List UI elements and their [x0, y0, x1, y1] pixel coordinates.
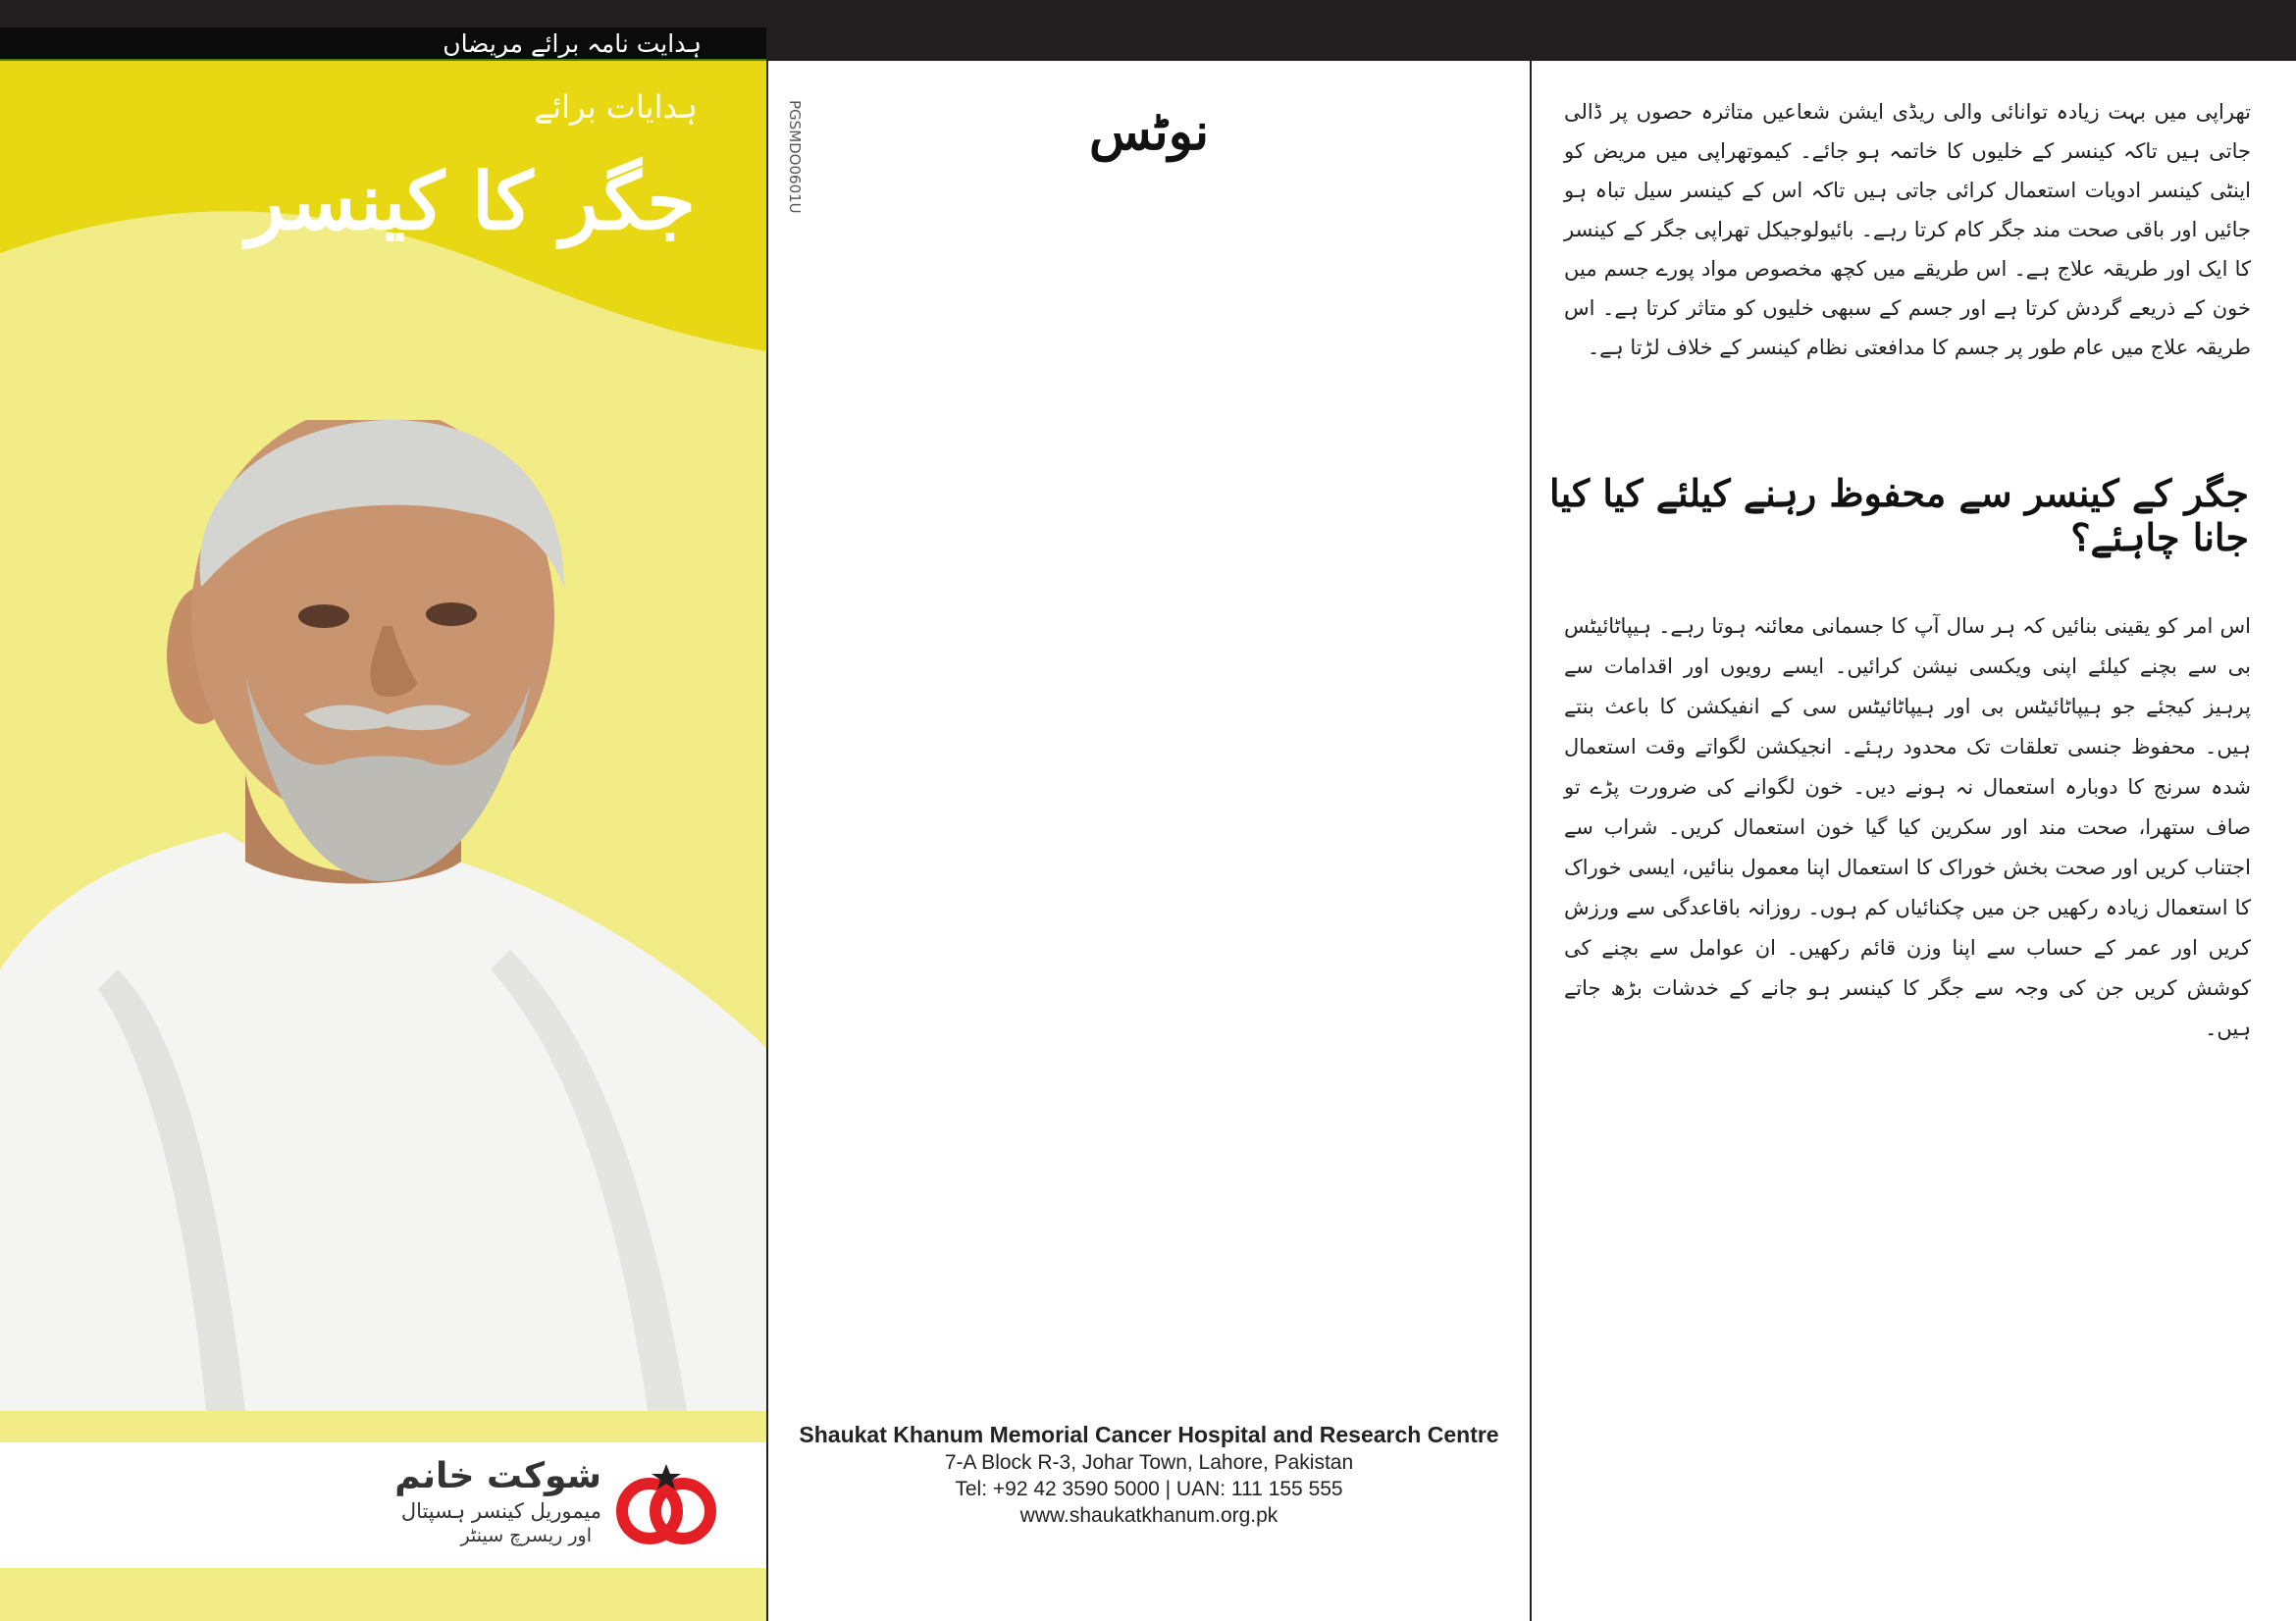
prevention-heading: جگر کے کینسر سے محفوظ رہنے کیلئے کیا کیا جانا چاہئے؟ — [1548, 471, 2249, 559]
cover-header-bar — [0, 27, 766, 61]
cover-title: جگر کا کینسر — [246, 155, 696, 247]
shaukat-khanum-logo-icon — [612, 1462, 720, 1550]
cover-header-text: ہدایت نامہ برائے مریضاں — [443, 29, 702, 58]
prevention-paragraph: اس امر کو یقینی بنائیں کہ ہر سال آپ کا جسمانی معائنہ ہوتا رہے۔ ہیپاٹائیٹس بی سے بچنے کیلئے اپنی ویکسی نیشن کرائیں۔ ایسے رویوں اور اقدامات سے پرہیز کیجئے جو ہیپاٹائیٹس بی اور ہیپاٹائیٹس سی کے انفیکشن کا باعث بنتے ہیں۔ محفوظ جنسی تعلقات تک محدود رہئے۔ انجیکشن لگواتے وقت استعمال شدہ سرنج کا دوبارہ استعمال نہ ہونے دیں۔ خون لگوانے کی ضرورت پڑے تو صاف ستھرا، صحت مند اور سکرین کیا گیا خون استعمال کریں۔ شراب سے اجتناب کریں اور صحت بخش خوراک کا استعمال اپنا معمول بنائیں، ایسی خوراک کا استعمال زیادہ رکھیں جن میں چکنائیاں کم ہوں۔ روزانہ باقاعدگی سے ورزش کریں اور عمر کے حساب سے اپنا وزن قائم رکھیں۔ ان عوامل سے بچنے کی کوشش کریں جن کی وجہ سے جگر کا کینسر ہو جانے کے خدشات بڑھ جاتے ہیں۔ — [1564, 614, 2251, 1040]
hospital-address: 7-A Block R-3, Johar Town, Lahore, Pakistan — [944, 1451, 1354, 1474]
logo-text-line2: میموریل کینسر ہسپتال — [400, 1499, 601, 1523]
treatment-paragraph: تھراپی میں بہت زیادہ توانائی والی ریڈی ایشن شعاعیں متاثرہ حصوں پر ڈالی جاتی ہیں تاکہ کینسر کے خلیوں کا خاتمہ ہو جائے۔ کیموتھراپی میں مریض کو اینٹی کینسر ادویات استعمال کرائی جاتی ہیں تاکہ اس کے کینسر سیل تباہ ہو جائیں اور باقی صحت مند جگر کام کرتا رہے۔ بائیولوجیکل تھراپی جگر کے کینسر کا ایک اور طریقہ علاج ہے۔ اس طریقے میں کچھ مخصوص مواد پورے جسم میں خون کے ذریعے گردش کرتا ہے اور جسم کے سبھی خلیوں کو متاثر کرتا ہے۔ اس طریقہ علاج میں عام طور پر جسم کا مدافعتی نظام کینسر کے خلاف لڑتا ہے۔ — [1564, 100, 2251, 359]
logo-text-line3: اور ریسرچ سینٹر — [460, 1525, 592, 1546]
logo-text-main: شوکت خانم — [394, 1456, 601, 1496]
hospital-phone: Tel: +92 42 3590 5000 | UAN: 111 155 555 — [955, 1478, 1343, 1500]
cover-panel — [0, 27, 766, 1621]
hospital-website: www.shaukatkhanum.org.pk — [1019, 1504, 1278, 1527]
notes-panel — [766, 61, 1532, 1621]
notes-title: نوٹس — [1088, 102, 1210, 162]
contact-block — [768, 1420, 1530, 1529]
document-code: PGSMDO0601U — [786, 100, 804, 214]
elderly-man-portrait — [0, 420, 766, 1411]
hospital-name: Shaukat Khanum Memorial Cancer Hospital and Research Centre — [799, 1422, 1499, 1447]
cover-subtitle: ہدایات برائے — [534, 88, 698, 126]
info-panel — [1534, 61, 2296, 1621]
